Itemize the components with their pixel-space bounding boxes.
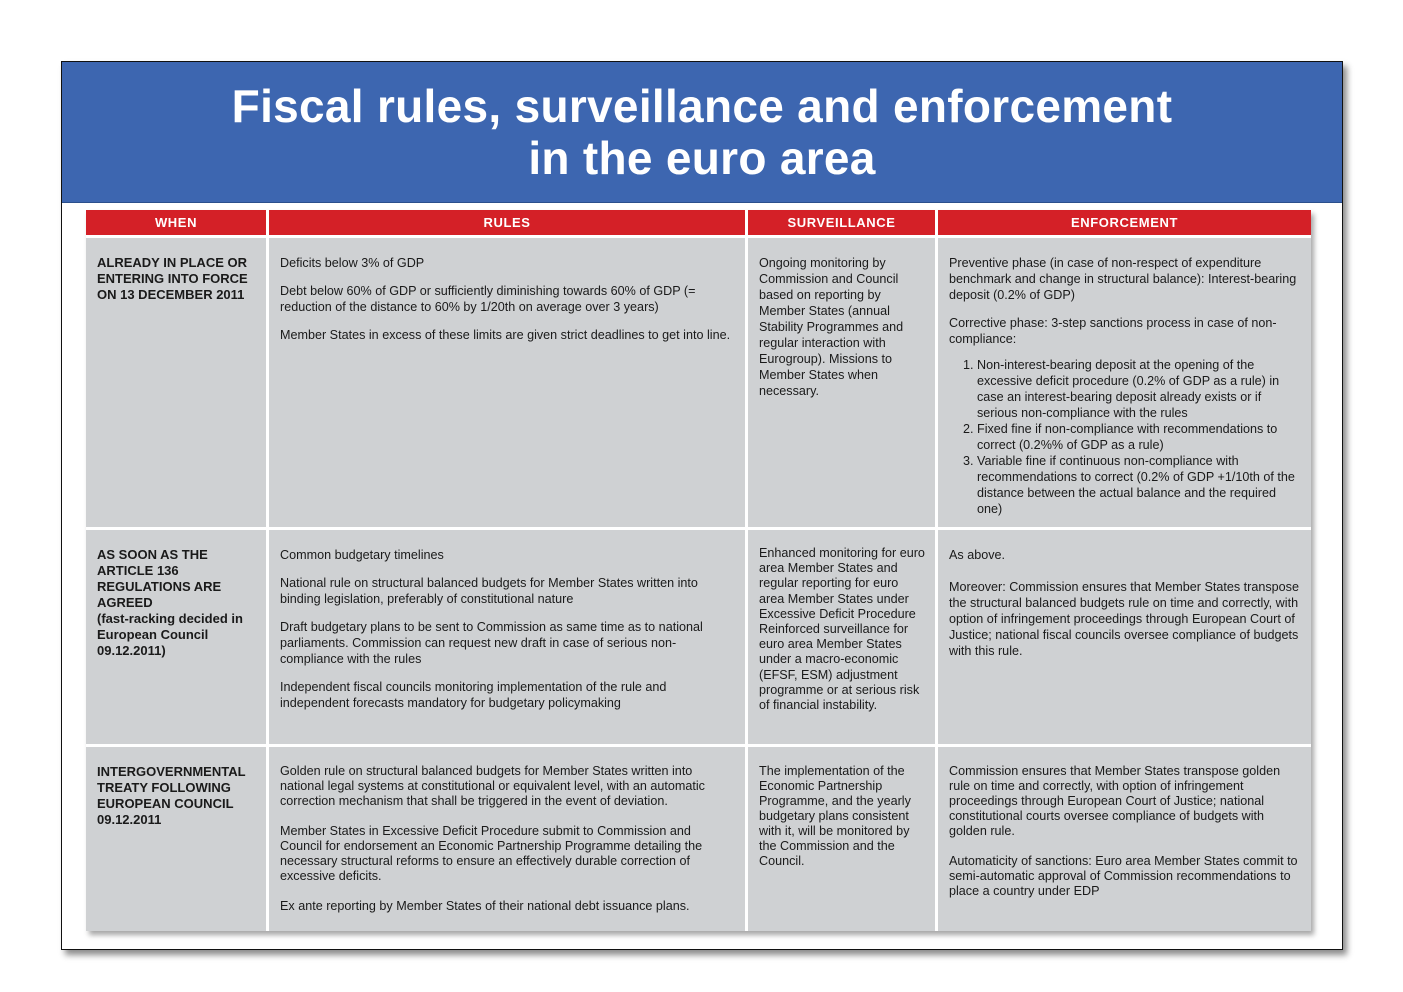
title-band [62,62,1342,203]
table-row-2-enforcement [938,530,1311,744]
title-line-2: in the euro area [528,132,876,184]
table-row-2-when [86,530,266,744]
table-row-3-surveillance [748,747,935,931]
surveillance-item: Ongoing monitoring by Commission and Council based on reporting by Member States (annual Stability Programmes and regular interaction with Eurogroup). Missions to Member States when necessary. [759,256,904,398]
enforcement-item: Commission ensures that Member States transpose golden rule on time and correctly, with option of infringement proceedings through European Court of Justice; national constitutional courts oversee compliance of budgets with golden rule. [949,764,1281,838]
column-header-rules: RULES [269,210,745,235]
enforcement-item: Moreover: Commission ensures that Member States transpose the structural balanced budgets rule on time and correctly, with option of infringement proceedings through European Court of Justice; national fiscal councils oversee compliance of budgets with this rule. [949,580,1299,658]
table-row-3-when [86,747,266,931]
surveillance-item: Enhanced monitoring for euro area Member States and regular reporting for euro area Member States under Excessive Deficit Procedure [759,546,925,621]
rule-item: Deficits below 3% of GDP [280,256,425,270]
enforcement-item: Preventive phase (in case of non-respect of expenditure benchmark and change in structural balance): Interest-bearing deposit (0.2% of GDP) [949,256,1297,302]
list-item: 3. Variable fine if continuous non-compliance with recommendations to correct (0.2% of GDP +1/10th of the distance between the actual balance and the required one) [977,453,1301,517]
rule-item: Member States in Excessive Deficit Procedure submit to Commission and Council for endorsement an Economic Partnership Programme detailing the necessary structural reforms to ensure an effectively durable correction of excessive deficits. [280,824,703,883]
rule-item: Draft budgetary plans to be sent to Commission as same time as to national parliaments. Commission can request new draft in case of serious non-compliance with the rules [280,620,703,666]
when-label: ALREADY IN PLACE OR ENTERING INTO FORCE ON 13 DECEMBER 2011 [97,255,248,302]
table-row-3-rules [269,747,745,931]
list-item: 1. Non-interest-bearing deposit at the opening of the excessive deficit procedure (0.2% of GDP as a rule) in case an interest-bearing deposit already exists or if serious non-compliance with the rules [977,357,1301,421]
column-header-surveillance: SURVEILLANCE [748,210,935,235]
when-sublabel: (fast-racking decided in European Council 09.12.2011) [97,611,243,658]
table-row-1-when [86,238,266,527]
table-row-1-surveillance [748,238,935,527]
sanctions-list [949,357,1301,517]
page-title [232,80,1173,184]
when-label: AS SOON AS THE ARTICLE 136 REGULATIONS ARE AGREED [97,547,222,610]
rule-item: Golden rule on structural balanced budgets for Member States written into national legal systems at constitutional or equivalent level, with an automatic correction mechanism that shall be triggered in the event of deviation. [280,764,705,808]
rule-item: Debt below 60% of GDP or sufficiently diminishing towards 60% of GDP (= reduction of the distance to 60% by 1/20th on average over 3 years) [280,284,696,314]
table-row-2-rules [269,530,745,744]
poster-frame [61,61,1343,950]
rule-item: Common budgetary timelines [280,548,444,562]
when-label: INTERGOVERNMENTAL TREATY FOLLOWING EUROPEAN COUNCIL 09.12.2011 [97,764,246,827]
rule-item: National rule on structural balanced budgets for Member States written into binding legislation, preferably of constitutional nature [280,576,698,606]
list-item: 2. Fixed fine if non-compliance with recommendations to correct (0.2%% of GDP as a rule) [977,421,1301,453]
table-row-3-enforcement [938,747,1311,931]
table-row-2-surveillance [748,530,935,744]
surveillance-item: The implementation of the Economic Partnership Programme, and the yearly budgetary plans consistent with it, will be monitored by the Commission and the Council. [759,764,911,868]
rule-item: Member States in excess of these limits are given strict deadlines to get into line. [280,328,731,342]
column-header-when: WHEN [86,210,266,235]
enforcement-item: Automaticity of sanctions: Euro area Member States commit to semi-automatic approval of Commission recommendations to place a country under EDP [949,854,1298,898]
enforcement-item: Corrective phase: 3-step sanctions process in case of non-compliance: [949,316,1277,346]
table-row-1-enforcement [938,238,1311,527]
surveillance-item: Reinforced surveillance for euro area Member States under a macro-economic (EFSF, ESM) adjustment programme or at serious risk of financial instability. [759,622,920,713]
enforcement-item: As above. [949,548,1006,562]
table-row-1-rules [269,238,745,527]
rule-item: Ex ante reporting by Member States of their national debt issuance plans. [280,899,690,913]
rule-item: Independent fiscal councils monitoring implementation of the rule and independent forecasts mandatory for budgetary policymaking [280,680,667,710]
title-line-1: Fiscal rules, surveillance and enforcement [231,80,1173,132]
rules-table [86,210,1311,931]
column-header-enforcement: ENFORCEMENT [938,210,1311,235]
